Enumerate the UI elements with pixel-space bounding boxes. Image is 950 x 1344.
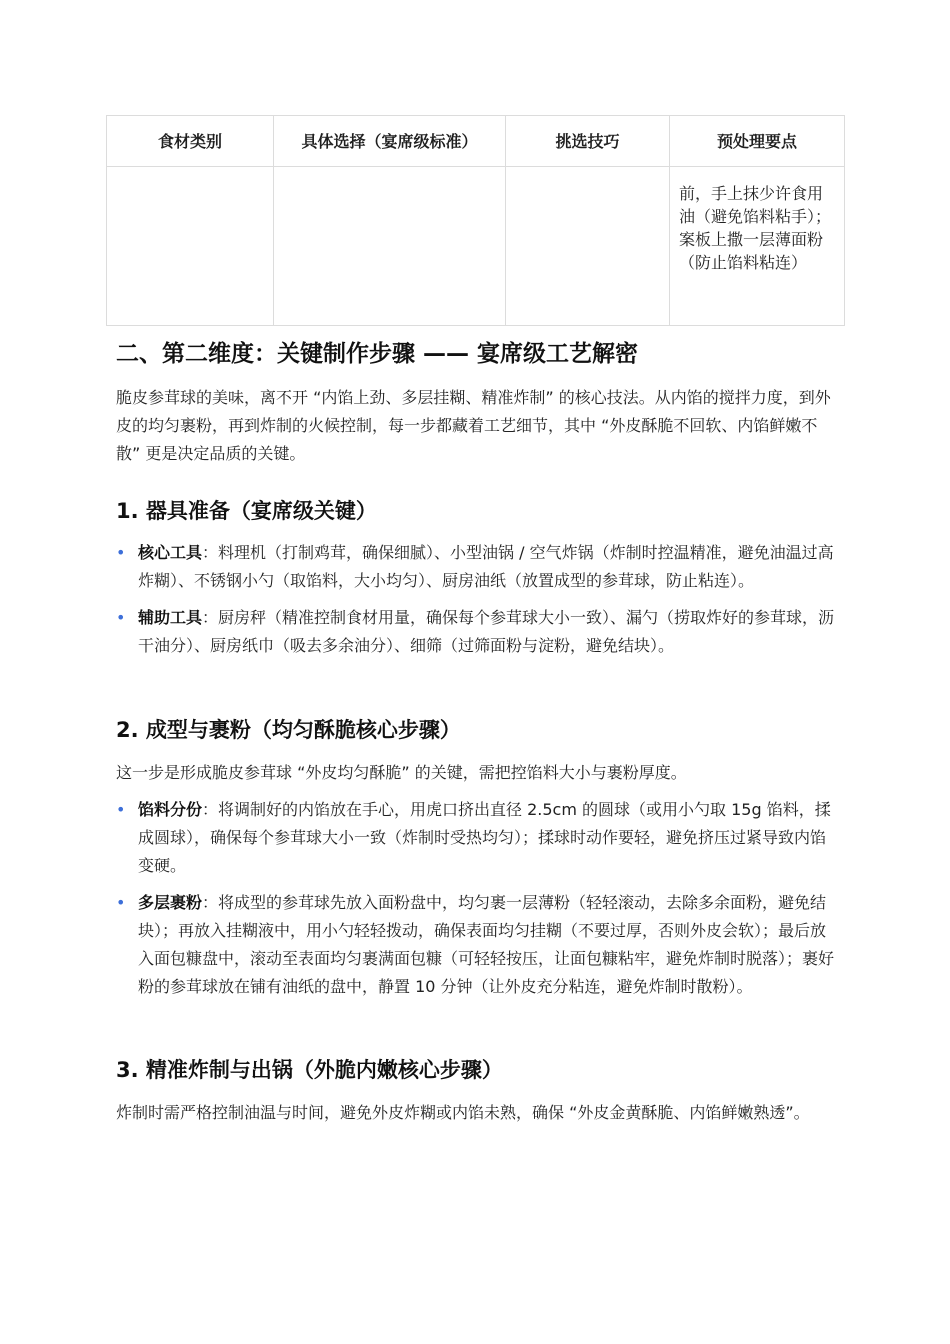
- section-intro-paragraph: 脆皮参茸球的美味，离不开 “内馅上劲、多层挂糊、精准炸制” 的核心技法。从内馅的搅拌力度，到外皮的均匀裹粉，再到炸制的火候控制，每一步都藏着工艺细节，其中 “外皮酥脆不回软、内馅鲜嫩不散” 更是决定品质的关键。: [116, 388, 831, 463]
- bullet-dot-icon: •: [116, 608, 126, 627]
- bullet-dot-icon: •: [116, 893, 126, 912]
- list-item-term: 核心工具: [138, 543, 203, 562]
- table-cell: [506, 167, 670, 326]
- ingredients-table: [106, 115, 845, 326]
- bullet-dot-icon: •: [116, 543, 126, 562]
- table-header-cell: 挑选技巧: [506, 116, 670, 167]
- section-heading: 二、第二维度：关键制作步骤 —— 宴席级工艺解密: [116, 341, 639, 367]
- list-item: [116, 604, 838, 660]
- subsection-heading-frying: 3. 精准炸制与出锅（外脆内嫩核心步骤）: [116, 1058, 503, 1082]
- list-item-text: ：厨房秤（精准控制食材用量，确保每个参茸球大小一致）、漏勺（捞取炸好的参茸球，沥干油分）、厨房纸巾（吸去多余油分）、细筛（过筛面粉与淀粉，避免结块）。: [138, 608, 835, 655]
- bullet-dot-icon: •: [116, 800, 126, 819]
- list-item-term: 馅料分份: [138, 800, 203, 819]
- shaping-bullet-list: [116, 796, 838, 1001]
- frying-intro-paragraph: 炸制时需严格控制油温与时间，避免外皮炸糊或内馅未熟，确保 “外皮金黄酥脆、内馅鲜嫩熟透”。: [116, 1103, 810, 1122]
- table-header-row: [107, 116, 845, 167]
- list-item-term: 辅助工具: [138, 608, 203, 627]
- subsection-heading-shaping: 2. 成型与裹粉（均匀酥脆核心步骤）: [116, 718, 461, 742]
- table-header-cell: 预处理要点: [670, 116, 845, 167]
- list-item-text: ：料理机（打制鸡茸，确保细腻）、小型油锅 / 空气炸锅（炸制时控温精准，避免油温过高炸糊）、不锈钢小勺（取馅料，大小均匀）、厨房油纸（放置成型的参茸球，防止粘连）。: [138, 543, 834, 590]
- list-item: [116, 796, 838, 880]
- list-item-text: ：将成型的参茸球先放入面粉盘中，均匀裹一层薄粉（轻轻滚动，去除多余面粉，避免结块）；再放入挂糊液中，用小勺轻轻拨动，确保表面均匀挂糊（不要过厚，否则外皮会软）；最后放入面包糠盘中，滚动至表面均匀裹满面包糠（可轻轻按压，让面包糠粘牢，避免炸制时脱落）；裹好粉的参茸球放在铺有油纸的盘中，静置 10 分钟（让外皮充分粘连，避免炸制时散粉）。: [138, 893, 835, 996]
- list-item-text: ：将调制好的内馅放在手心，用虎口挤出直径 2.5cm 的圆球（或用小勺取 15g 馅料，揉成圆球），确保每个参茸球大小一致（炸制时受热均匀）；揉球时动作要轻，避免挤压过紧导致内馅变硬。: [138, 800, 831, 875]
- table-cell: [274, 167, 506, 326]
- table-header-cell: 食材类别: [107, 116, 274, 167]
- subsection-heading-tools: 1. 器具准备（宴席级关键）: [116, 499, 377, 523]
- list-item: [116, 889, 838, 1001]
- list-item: [116, 539, 838, 595]
- table-cell: 前，手上抹少许食用油（避免馅料粘手）；案板上撒一层薄面粉（防止馅料粘连）: [670, 167, 845, 326]
- table-header-cell: 具体选择（宴席级标准）: [274, 116, 506, 167]
- table-cell: [107, 167, 274, 326]
- list-item-term: 多层裹粉: [138, 893, 203, 912]
- tools-bullet-list: [116, 539, 838, 660]
- table-row: [107, 167, 845, 326]
- shaping-intro-paragraph: 这一步是形成脆皮参茸球 “外皮均匀酥脆” 的关键，需把控馅料大小与裹粉厚度。: [116, 763, 687, 782]
